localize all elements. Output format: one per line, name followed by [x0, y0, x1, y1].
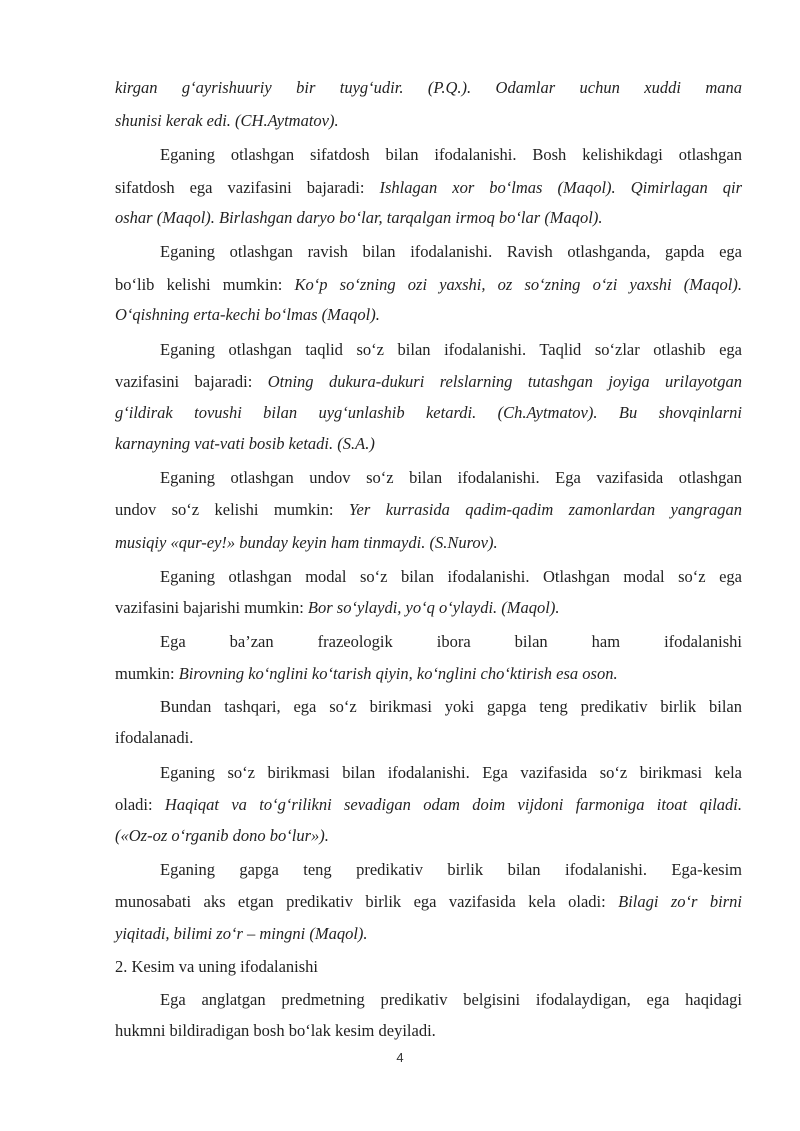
- body-text-run: Ega ba’zan frazeologik ibora bilan ham ifodalanishi: [160, 632, 742, 651]
- text-line: [115, 598, 742, 618]
- text-line: [115, 372, 742, 392]
- italic-example-text: shunisi kerak edi. (CH.Aytmatov).: [115, 111, 339, 130]
- page-number: 4: [396, 1050, 404, 1065]
- text-line: [160, 468, 742, 488]
- italic-example-text: oshar (Maqol). Birlashgan daryo bo‘lar, tarqalgan irmoq bo‘lar (Maqol).: [115, 208, 603, 227]
- body-text-run: Eganing so‘z birikmasi bilan ifodalanishi. Ega vazifasida so‘z birikmasi kela: [160, 763, 742, 782]
- body-text-run: Eganing otlashgan sifatdosh bilan ifodalanishi. Bosh kelishikdagi otlashgan: [160, 145, 742, 164]
- italic-example-text: Yer kurrasida qadim-qadim zamonlardan yangragan: [348, 500, 742, 519]
- text-line: [115, 500, 742, 520]
- body-text-run: Eganing otlashgan undov so‘z bilan ifodalanishi. Ega vazifasida otlashgan: [160, 468, 742, 487]
- italic-example-text: Otning dukura-dukuri relslarning tutashgan joyiga urilayotgan: [267, 372, 742, 391]
- text-line: [115, 924, 742, 944]
- text-line: [115, 892, 742, 912]
- italic-example-text: karnayning vat-vati bosib ketadi. (S.A.): [115, 434, 375, 453]
- text-line: [160, 860, 742, 880]
- italic-example-text: Ishlagan xor bo‘lmas (Maqol). Qimirlagan qir: [379, 178, 742, 197]
- italic-example-text: Haqiqat va to‘g‘rilikni sevadigan odam doim vijdoni farmoniga itoat qiladi.: [164, 795, 743, 814]
- italic-example-text: kirgan g‘ayrishuuriy bir tuyg‘udir. (P.Q.). Odamlar uchun xuddi mana: [115, 78, 742, 97]
- text-line: [160, 340, 742, 360]
- text-line: [115, 305, 742, 325]
- body-text-run: Bundan tashqari, ega so‘z birikmasi yoki gapga teng predikativ birlik bilan: [160, 697, 742, 716]
- text-line: [115, 403, 742, 423]
- text-line: [160, 567, 742, 587]
- text-line: [115, 533, 742, 553]
- text-line: [160, 632, 742, 652]
- italic-example-text: yiqitadi, bilimi zo‘r – mingni (Maqol).: [115, 924, 368, 943]
- italic-example-text: O‘qishning erta-kechi bo‘lmas (Maqol).: [115, 305, 380, 324]
- italic-example-text: («Oz-oz o‘rganib dono bo‘lur»).: [115, 826, 329, 845]
- body-text-run: munosabati aks etgan predikativ birlik ega vazifasida kela oladi:: [115, 892, 619, 911]
- italic-example-text: Bilagi zo‘r birni: [618, 892, 742, 911]
- body-text-run: Eganing gapga teng predikativ birlik bilan ifodalanishi. Ega-kesim: [160, 860, 742, 879]
- text-line: [115, 434, 742, 454]
- body-text-run: vazifasini bajaradi:: [115, 372, 268, 391]
- text-line: [115, 111, 742, 131]
- body-text-run: ifodalanadi.: [115, 728, 194, 747]
- italic-example-text: Ko‘p so‘zning ozi yaxshi, oz so‘zning o‘zi yaxshi (Maqol).: [294, 275, 742, 294]
- text-line: [160, 763, 742, 783]
- body-text-run: bo‘lib kelishi mumkin:: [115, 275, 295, 294]
- text-line: [115, 275, 742, 295]
- text-line: [115, 957, 742, 977]
- text-line: [115, 728, 742, 748]
- body-text-run: undov so‘z kelishi mumkin:: [115, 500, 349, 519]
- body-text-run: vazifasini bajarishi mumkin:: [115, 598, 308, 617]
- italic-example-text: g‘ildirak tovushi bilan uyg‘unlashib ketardi. (Ch.Aytmatov). Bu shovqinlarni: [115, 403, 742, 422]
- text-line: [160, 242, 742, 262]
- italic-example-text: Bor so‘ylaydi, yo‘q o‘ylaydi. (Maqol).: [307, 598, 560, 617]
- text-line: [160, 697, 742, 717]
- body-text-run: mumkin:: [115, 664, 179, 683]
- text-line: [115, 208, 742, 228]
- body-text-run: 2. Kesim va uning ifodalanishi: [115, 957, 319, 976]
- italic-example-text: Birovning ko‘nglini ko‘tarish qiyin, ko‘nglini cho‘ktirish esa oson.: [178, 664, 618, 683]
- text-line: [115, 795, 742, 815]
- text-line: [115, 826, 742, 846]
- body-text-run: Eganing otlashgan modal so‘z bilan ifodalanishi. Otlashgan modal so‘z ega: [160, 567, 742, 586]
- text-line: [160, 145, 742, 165]
- text-line: [115, 78, 742, 98]
- text-line: [115, 1021, 742, 1041]
- body-text-run: Eganing otlashgan ravish bilan ifodalanishi. Ravish otlashganda, gapda ega: [160, 242, 742, 261]
- body-text-run: Eganing otlashgan taqlid so‘z bilan ifodalanishi. Taqlid so‘zlar otlashib ega: [160, 340, 742, 359]
- text-line: [115, 178, 742, 198]
- text-line: [160, 990, 742, 1010]
- body-text-run: Ega anglatgan predmetning predikativ belgisini ifodalaydigan, ega haqidagi: [160, 990, 742, 1009]
- body-text-run: oladi:: [115, 795, 165, 814]
- body-text-run: sifatdosh ega vazifasini bajaradi:: [115, 178, 380, 197]
- text-line: [115, 664, 742, 684]
- body-text-run: hukmni bildiradigan bosh bo‘lak kesim deyiladi.: [115, 1021, 436, 1040]
- italic-example-text: musiqiy «qur-ey!» bunday keyin ham tinmaydi. (S.Nurov).: [115, 533, 498, 552]
